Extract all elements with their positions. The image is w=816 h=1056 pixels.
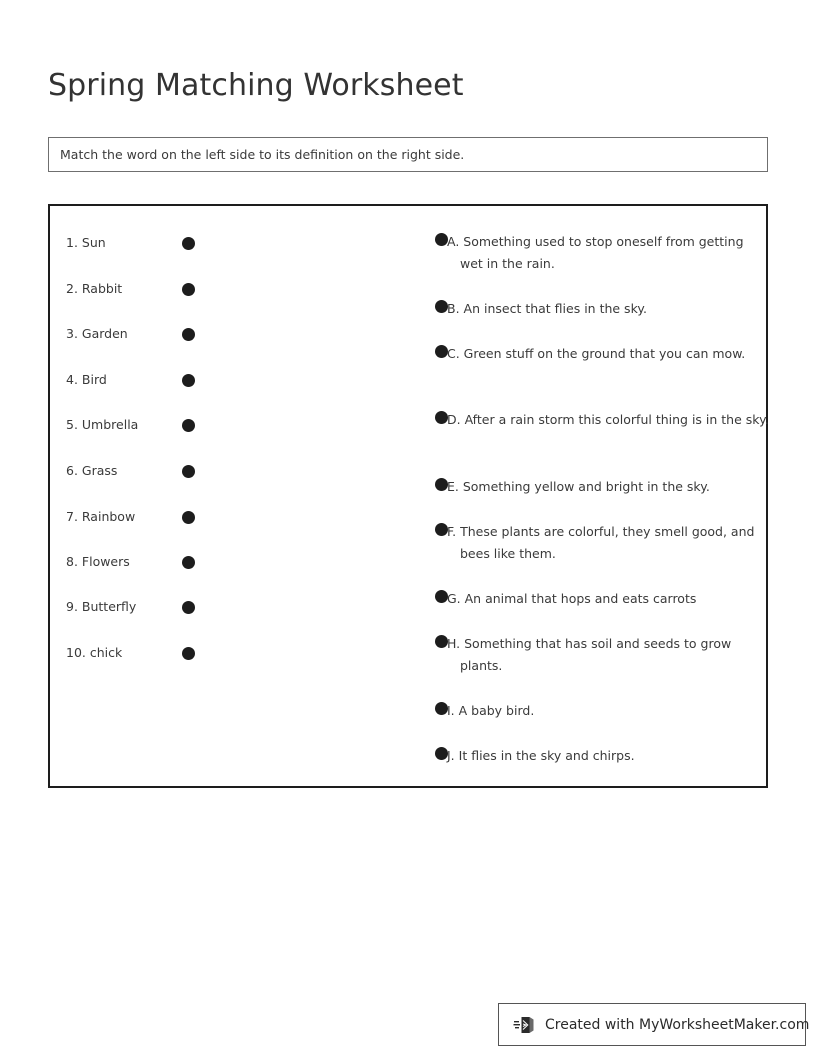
match-dot-icon[interactable]: [182, 237, 195, 250]
match-dot-wrapper[interactable]: [395, 298, 443, 313]
match-dot-icon[interactable]: [182, 556, 195, 569]
list-item[interactable]: [395, 633, 770, 677]
list-item[interactable]: [66, 598, 395, 616]
list-item[interactable]: [395, 700, 770, 722]
list-item[interactable]: [395, 745, 770, 767]
match-dot-wrapper[interactable]: [395, 476, 443, 491]
match-dot-wrapper[interactable]: [178, 647, 198, 660]
match-dot-icon[interactable]: [182, 419, 195, 432]
match-dot-icon[interactable]: [182, 374, 195, 387]
list-item[interactable]: [395, 409, 770, 431]
match-dot-wrapper[interactable]: [395, 700, 443, 715]
list-item[interactable]: [66, 280, 395, 298]
definition-label: D. After a rain storm this colorful thing is in the sky.: [447, 412, 769, 427]
definition-label: C. Green stuff on the ground that you can mow.: [447, 346, 746, 361]
word-label: 1. Sun: [66, 235, 106, 250]
match-dot-wrapper[interactable]: [178, 419, 198, 432]
list-item[interactable]: [66, 553, 395, 571]
list-item[interactable]: [66, 234, 395, 252]
list-item[interactable]: [395, 343, 770, 365]
match-dot-icon[interactable]: [182, 601, 195, 614]
list-item[interactable]: [395, 476, 770, 498]
page-title: Spring Matching Worksheet: [48, 68, 464, 104]
list-item[interactable]: [66, 416, 395, 434]
match-dot-wrapper[interactable]: [395, 343, 443, 358]
definition-label: G. An animal that hops and eats carrots: [447, 591, 697, 606]
match-dot-wrapper[interactable]: [395, 521, 443, 536]
worksheet-maker-logo-icon: [513, 1013, 537, 1037]
definition-column: [395, 206, 770, 786]
matching-panel: [48, 204, 768, 788]
word-label: 4. Bird: [66, 372, 107, 387]
list-item[interactable]: [66, 508, 395, 526]
definition-label: I. A baby bird.: [447, 703, 535, 718]
created-with-text: Created with MyWorksheetMaker.com: [545, 1016, 810, 1033]
list-item[interactable]: [66, 325, 395, 343]
match-dot-wrapper[interactable]: [395, 409, 443, 424]
match-dot-icon[interactable]: [182, 465, 195, 478]
list-item[interactable]: [66, 371, 395, 389]
match-dot-icon[interactable]: [182, 328, 195, 341]
match-dot-icon[interactable]: [182, 511, 195, 524]
list-item[interactable]: [395, 298, 770, 320]
match-dot-wrapper[interactable]: [178, 511, 198, 524]
match-dot-wrapper[interactable]: [395, 588, 443, 603]
word-label: 3. Garden: [66, 326, 128, 341]
list-item[interactable]: [395, 231, 770, 275]
word-label: 9. Butterfly: [66, 599, 137, 614]
definition-label: J. It flies in the sky and chirps.: [447, 748, 635, 763]
word-label: 5. Umbrella: [66, 417, 139, 432]
match-dot-wrapper[interactable]: [178, 237, 198, 250]
match-dot-wrapper[interactable]: [178, 328, 198, 341]
match-dot-wrapper[interactable]: [178, 283, 198, 296]
match-dot-wrapper[interactable]: [178, 465, 198, 478]
word-label: 10. chick: [66, 645, 123, 660]
word-column: [50, 206, 395, 786]
created-with-badge[interactable]: [498, 1003, 810, 1046]
definition-label: E. Something yellow and bright in the sky.: [447, 479, 710, 494]
word-label: 7. Rainbow: [66, 509, 136, 524]
list-item[interactable]: [395, 588, 770, 610]
instructions-text: Match the word on the left side to its definition on the right side.: [60, 146, 465, 162]
word-label: 2. Rabbit: [66, 281, 123, 296]
definition-label: H. Something that has soil and seeds to grow plants.: [447, 636, 732, 673]
list-item[interactable]: [395, 521, 770, 565]
list-item[interactable]: [66, 462, 395, 480]
match-dot-wrapper[interactable]: [178, 374, 198, 387]
list-item[interactable]: [66, 644, 395, 662]
matching-columns: [50, 206, 769, 786]
instructions-box: [48, 137, 768, 172]
match-dot-icon[interactable]: [182, 283, 195, 296]
match-dot-wrapper[interactable]: [395, 231, 443, 246]
definition-label: F. These plants are colorful, they smell good, and bees like them.: [447, 524, 755, 561]
match-dot-wrapper[interactable]: [395, 745, 443, 760]
definition-label: B. An insect that flies in the sky.: [447, 301, 647, 316]
match-dot-icon[interactable]: [182, 647, 195, 660]
match-dot-wrapper[interactable]: [178, 601, 198, 614]
word-label: 8. Flowers: [66, 554, 130, 569]
word-label: 6. Grass: [66, 463, 118, 478]
match-dot-wrapper[interactable]: [178, 556, 198, 569]
match-dot-wrapper[interactable]: [395, 633, 443, 648]
definition-label: A. Something used to stop oneself from getting wet in the rain.: [447, 234, 744, 271]
